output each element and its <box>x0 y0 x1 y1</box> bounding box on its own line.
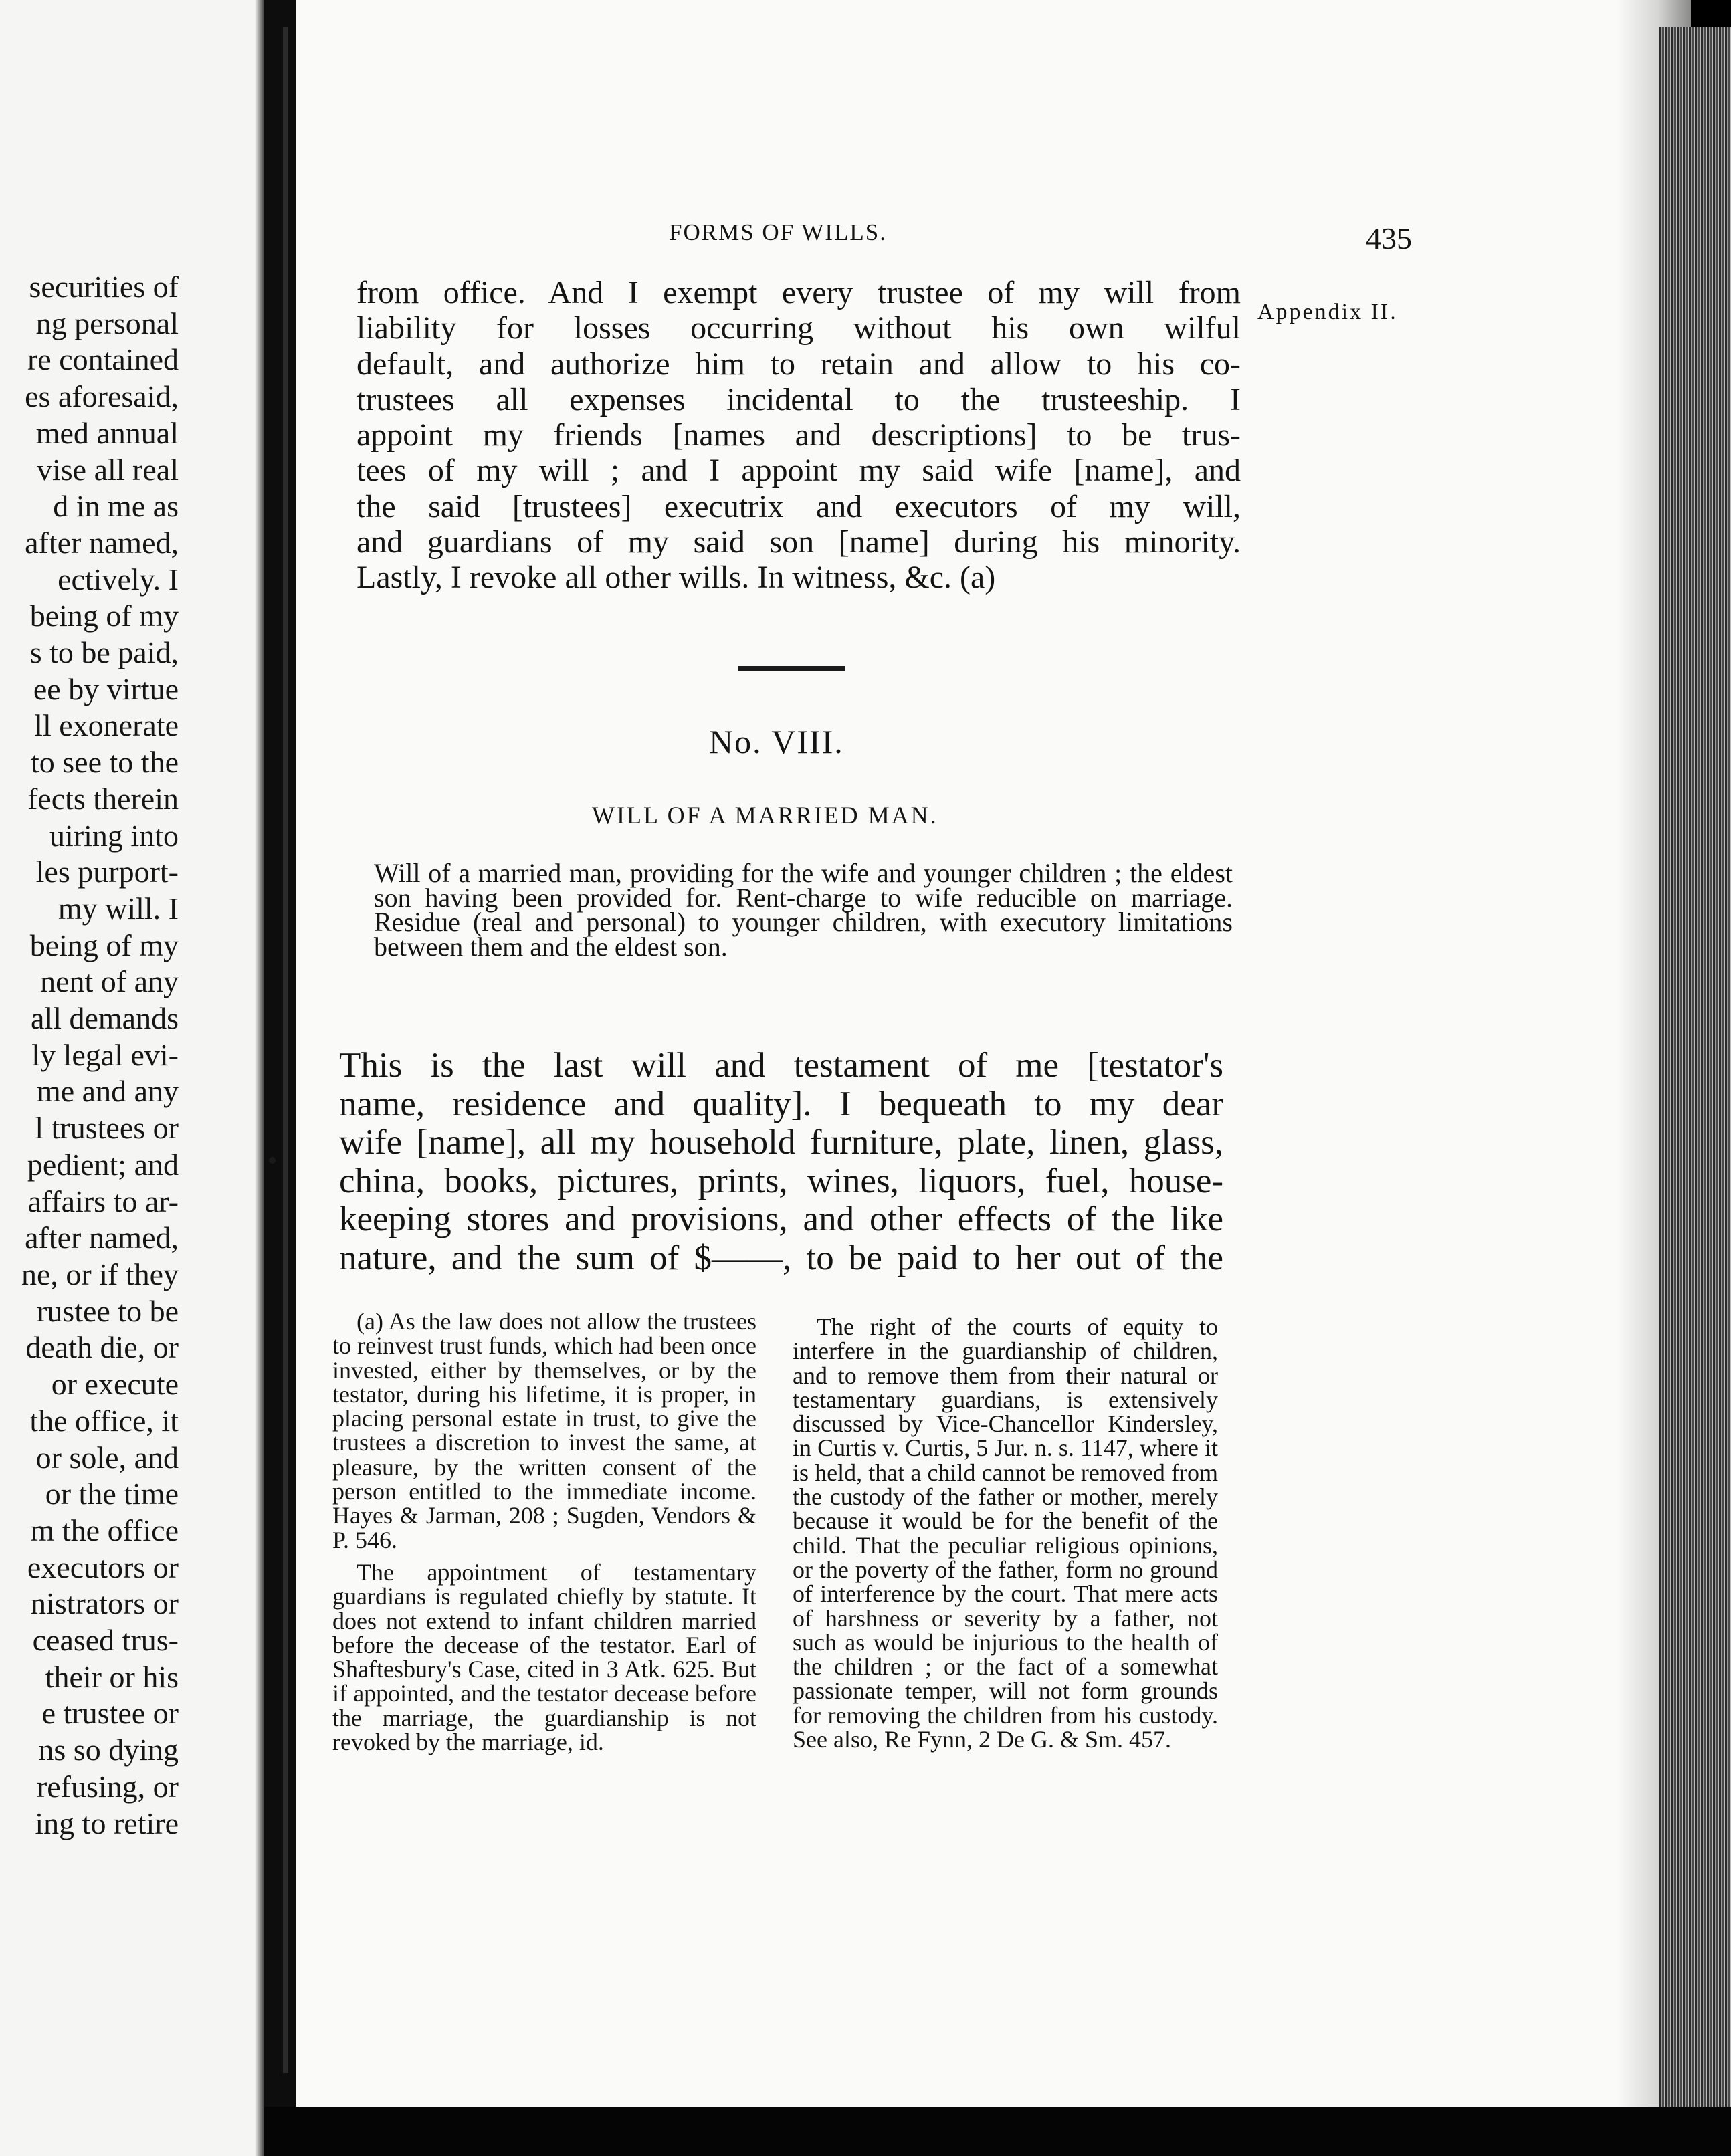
left-line: d in me as <box>53 489 179 524</box>
left-line: their or his <box>45 1659 179 1694</box>
left-line: ceased trus- <box>32 1623 179 1658</box>
form-title: WILL OF A MARRIED MAN. <box>592 802 938 829</box>
section-rule <box>738 666 845 671</box>
left-line: after named, <box>25 1220 179 1255</box>
ink-speck <box>269 1157 276 1164</box>
text-line: This is the last will and testament of me [testator's <box>339 1046 1223 1085</box>
left-line: or execute <box>51 1367 179 1402</box>
left-line: or sole, and <box>35 1440 179 1475</box>
left-line: all demands <box>31 1001 179 1036</box>
left-line: ll exonerate <box>34 708 179 743</box>
text-line: liability for losses occurring without his own wilful <box>357 310 1241 346</box>
footnote-column-right <box>793 1315 1218 1751</box>
left-line: ng personal <box>35 306 179 340</box>
page-gutter <box>255 0 264 2156</box>
text-line: china, books, pictures, prints, wines, liquors, fuel, house- <box>339 1161 1223 1200</box>
left-line: nistrators or <box>30 1586 179 1621</box>
left-line: es aforesaid, <box>25 379 179 414</box>
left-facing-page <box>0 0 264 2156</box>
text-line: appoint my friends [names and descriptions] to be trus- <box>357 417 1241 453</box>
left-line: executors or <box>27 1549 179 1584</box>
text-line: from office. And I exempt every trustee of my will from <box>357 275 1241 310</box>
left-line: vise all real <box>36 452 179 487</box>
text-line: and guardians of my said son [name] during his minority. <box>357 524 1241 560</box>
book-spine-shadow <box>264 0 296 2156</box>
text-line: Lastly, I revoke all other wills. In witness, &c. (a) <box>357 560 996 596</box>
text-line: name, residence and quality]. I bequeath to my dear <box>339 1084 1223 1123</box>
left-line: being of my <box>29 599 179 633</box>
main-paragraph <box>339 1047 1223 1277</box>
left-line: ly legal evi- <box>31 1037 179 1072</box>
left-line: med annual <box>35 415 179 450</box>
left-line: rustee to be <box>36 1293 179 1328</box>
footnote-a: (a) As the law does not allow the trustees to reinvest trust funds, which had been once invested, either by themselves, or by the testator, during his lifetime, it is proper, in placing personal estate in trust, to give the trustees a discretion to invest the same, at pleasure, by the written consent of the person entitled to the immediate income. Hayes & Jarman, 208 ; Sugden, Vendors & P. 546. <box>332 1308 756 1553</box>
form-number: No. VIII. <box>709 723 844 760</box>
left-line: re contained <box>27 342 179 377</box>
left-line: the office, it <box>29 1403 179 1438</box>
left-line: m the office <box>30 1513 179 1547</box>
text-line: default, and authorize him to retain and allow to his co- <box>357 346 1241 382</box>
top-paragraph <box>357 275 1241 596</box>
left-line: nent of any <box>40 964 179 999</box>
left-line: l trustees or <box>35 1111 179 1146</box>
left-line: les purport- <box>35 855 179 889</box>
left-line: securities of <box>29 270 179 304</box>
left-line: ns so dying <box>38 1733 179 1767</box>
text-line: keeping stores and provisions, and other effects of the like <box>339 1200 1223 1238</box>
left-line: being of my <box>29 928 179 962</box>
left-line: uiring into <box>49 818 179 853</box>
left-line: e trustee or <box>41 1696 179 1731</box>
text-line: tees of my will ; and I appoint my said wife [name], and <box>357 453 1241 489</box>
left-line: fects therein <box>27 781 179 816</box>
left-line: affairs to ar- <box>27 1184 179 1218</box>
left-line: my will. I <box>58 891 179 926</box>
page-number: 435 <box>1366 221 1412 255</box>
text-line: wife [name], all my household furniture, plate, linen, glass, <box>339 1123 1223 1162</box>
left-line: s to be paid, <box>29 635 179 670</box>
footnote-equity: The right of the courts of equity to interfere in the guardianship of children, and to remove them from their natural or testamentary guardians, is extensively discussed by Vice-Chancellor Kindersley, in Curtis v. Curtis, 5 Jur. n. s. 1147, where it is held, that a child cannot be removed from the custody of the father or mother, merely because it would be for the benefit of the child. That the peculiar religious opinions, or the poverty of the father, form no ground of interference by the court. That mere acts of harshness or severity by a father, not such as would be injurious to the health of the children ; or the fact of a somewhat passionate temper, will not form grounds for removing the children from his custody. See also, Re Fynn, 2 De G. & Sm. 457. <box>793 1313 1218 1753</box>
text-line: nature, and the sum of $——, to be paid to her out of the <box>339 1238 1223 1277</box>
left-line: me and any <box>36 1074 179 1109</box>
page-block-edges <box>1659 27 1731 2156</box>
left-line: ne, or if they <box>21 1257 179 1291</box>
footnote-guardians: The appointment of testamentary guardians is regulated chiefly by statute. It does not extend to infant children married before the decease of the testator. Earl of Shaftesbury's Case, cited in 3 Atk. 625. But if appointed, and the testator decease before the marriage, the guardianship is not revoked by the marriage, id. <box>332 1558 756 1756</box>
running-head: FORMS OF WILLS. <box>669 219 887 245</box>
summary-text: Will of a married man, providing for the wife and younger children ; the eldest son having been provided for. Rent-charge to wife reducible on marriage. Residue (real and personal) to younger children, with executory limitations between them and the eldest son. <box>374 858 1233 962</box>
text-line: the said [trustees] executrix and executors of my will, <box>357 488 1241 524</box>
left-page-text <box>21 269 179 1842</box>
left-line: ing to retire <box>35 1806 179 1840</box>
scan-bottom-border <box>264 2107 1731 2156</box>
footnote-column-left <box>332 1309 756 1754</box>
left-line: after named, <box>25 525 179 560</box>
left-line: refusing, or <box>36 1769 179 1804</box>
text-line: trustees all expenses incidental to the trusteeship. I <box>357 381 1241 417</box>
left-line: death die, or <box>25 1330 179 1365</box>
left-line: to see to the <box>31 745 179 780</box>
left-line: pedient; and <box>27 1147 179 1182</box>
margin-note: Appendix II. <box>1257 300 1398 324</box>
form-summary <box>357 858 1233 962</box>
left-line: or the time <box>45 1477 179 1511</box>
left-line: ectively. I <box>58 562 179 597</box>
left-line: ee by virtue <box>33 671 179 706</box>
